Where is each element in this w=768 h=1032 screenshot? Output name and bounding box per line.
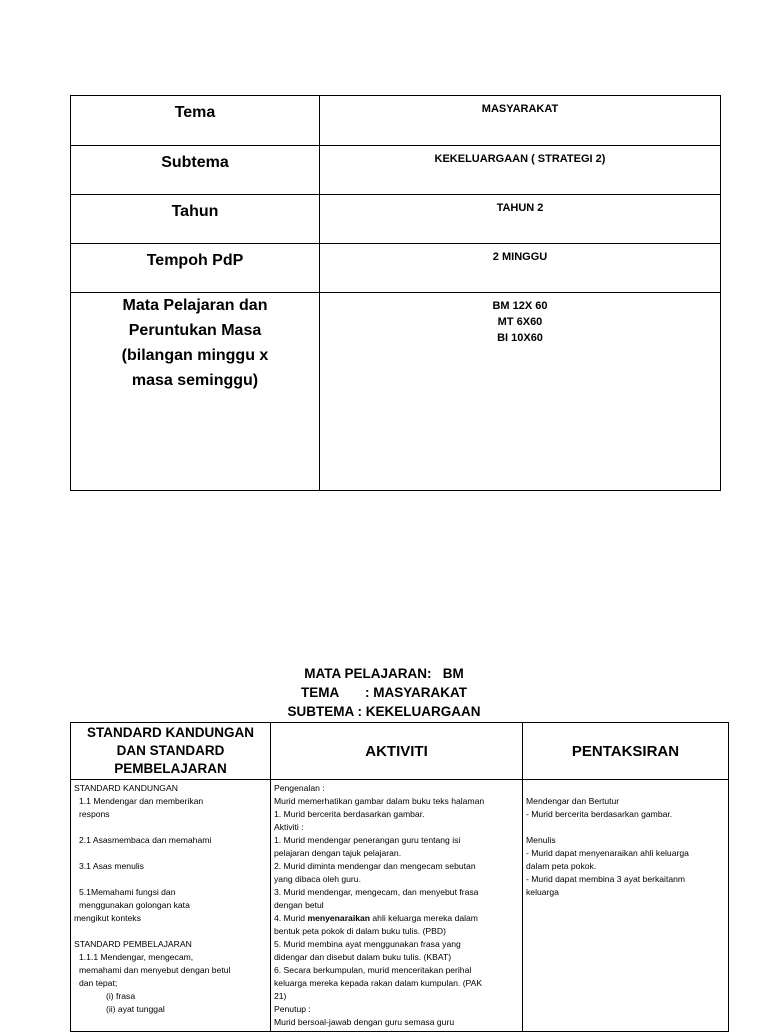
aktiviti-line: Murid bersoal-jawab dengan guru semasa guru — [274, 1017, 455, 1027]
info-value — [320, 146, 721, 195]
sk-item: 2.1 Asasmembaca dan memahami — [79, 835, 212, 845]
aktiviti-line: 3. Murid mendengar, mengecam, dan menyebut frasa — [274, 887, 479, 897]
pentaksiran-line: - Murid dapat menyenaraikan ahli keluarga — [526, 848, 689, 858]
info-row-mata-pelajaran — [71, 293, 721, 491]
plan-body-row — [71, 780, 729, 1032]
header-aktiviti: AKTIVITI — [271, 723, 523, 780]
info-value-line: TAHUN 2 — [496, 202, 544, 214]
aktiviti-line: 6. Secara berkumpulan, murid menceritakan perihal — [274, 965, 472, 975]
sk-item: 1.1 Mendengar dan memberikan — [79, 796, 204, 806]
sk-item: respons — [79, 809, 110, 819]
info-value-line: BM 12X 60 — [492, 300, 548, 312]
info-value-line: MASYARAKAT — [481, 103, 559, 115]
heading-theme: TEMA : MASYARAKAT — [300, 685, 467, 700]
info-value — [320, 293, 721, 491]
header-pentaksiran: PENTAKSIRAN — [523, 723, 729, 780]
aktiviti-line: 1. Murid mendengar penerangan guru tentang isi — [274, 835, 461, 845]
info-value — [320, 96, 721, 146]
aktiviti-line: dengan betul — [274, 900, 324, 910]
info-value — [320, 195, 721, 244]
info-row-tema — [71, 96, 721, 146]
sp-title: STANDARD PEMBELAJARAN — [74, 939, 192, 949]
header-standard: STANDARD KANDUNGAN DAN STANDARD PEMBELAJARAN — [71, 723, 271, 780]
aktiviti-line: Penutup : — [274, 1004, 311, 1014]
pentaksiran-cell — [523, 780, 729, 1032]
aktiviti-line: pelajaran dengan tajuk pelajaran. — [274, 848, 402, 858]
info-label: Tempoh PdP — [71, 244, 320, 293]
aktiviti-line: 5. Murid membina ayat menggunakan frasa yang — [274, 939, 461, 949]
pentaksiran-line: Menulis — [526, 835, 556, 845]
subject-heading — [0, 664, 768, 721]
aktiviti-text: ahli keluarga mereka dalam — [370, 913, 478, 923]
aktiviti-line: Pengenalan : — [274, 783, 325, 793]
aktiviti-cell — [271, 780, 523, 1032]
sk-item: menggunakan golongan kata — [79, 900, 190, 910]
sp-item: (ii) ayat tunggal — [106, 1004, 165, 1014]
heading-subject: MATA PELAJARAN: BM — [304, 666, 464, 681]
aktiviti-line: 1. Murid bercerita berdasarkan gambar. — [274, 809, 425, 819]
info-row-tempoh — [71, 244, 721, 293]
spacer — [74, 847, 267, 860]
aktiviti-line: bentuk peta pokok di dalam buku tulis. (PBD) — [274, 926, 446, 936]
info-value-line: KEKELUARGAAN ( STRATEGI 2) — [434, 153, 606, 165]
aktiviti-line — [274, 912, 519, 925]
aktiviti-text: 4. Murid — [274, 913, 308, 923]
pentaksiran-line: keluarga — [526, 887, 559, 897]
info-value-line: BI 10X60 — [497, 332, 543, 344]
pentaksiran-line: - Murid dapat membina 3 ayat berkaitanm — [526, 874, 686, 884]
heading-subtheme: SUBTEMA : KEKELUARGAAN — [287, 704, 481, 719]
sp-item: dan tepat; — [79, 978, 118, 988]
pentaksiran-line: dalam peta pokok. — [526, 861, 597, 871]
sk-item: 5.1Memahami fungsi dan — [79, 887, 176, 897]
sp-item: (i) frasa — [106, 991, 136, 1001]
spacer — [74, 821, 267, 834]
pentaksiran-line: Mendengar dan Bertutur — [526, 796, 620, 806]
pentaksiran-line: - Murid bercerita berdasarkan gambar. — [526, 809, 673, 819]
info-row-subtema — [71, 146, 721, 195]
info-value-line: MT 6X60 — [497, 316, 543, 328]
lesson-info-table — [70, 95, 721, 491]
info-value-line: 2 MINGGU — [492, 251, 548, 263]
sk-item: mengikut konteks — [74, 913, 141, 923]
info-value — [320, 244, 721, 293]
aktiviti-line: Murid memerhatikan gambar dalam buku teks halaman — [274, 796, 485, 806]
aktiviti-line: 2. Murid diminta mendengar dan mengecam sebutan — [274, 861, 476, 871]
spacer — [74, 925, 267, 938]
aktiviti-line: didengar dan disebut dalam buku tulis. (KBAT) — [274, 952, 452, 962]
info-label: Mata Pelajaran dan Peruntukan Masa (bilangan minggu x masa seminggu) — [71, 293, 320, 491]
info-label: Subtema — [71, 146, 320, 195]
info-label: Tahun — [71, 195, 320, 244]
aktiviti-line: 21) — [274, 991, 287, 1001]
info-row-tahun — [71, 195, 721, 244]
aktiviti-line: yang dibaca oleh guru. — [274, 874, 361, 884]
sp-item: 1.1.1 Mendengar, mengecam, — [79, 952, 194, 962]
plan-header-row — [71, 723, 729, 780]
spacer — [526, 821, 725, 834]
sp-item: memahami dan menyebut dengan betul — [79, 965, 231, 975]
lesson-plan-table — [70, 722, 729, 1032]
aktiviti-bold-word: menyenaraikan — [307, 913, 371, 923]
sk-title: STANDARD KANDUNGAN — [74, 783, 178, 793]
info-label: Tema — [71, 96, 320, 146]
aktiviti-line: keluarga mereka kepada rakan dalam kumpulan. (PAK — [274, 978, 483, 988]
spacer — [74, 873, 267, 886]
sk-item: 3.1 Asas menulis — [79, 861, 144, 871]
spacer — [526, 782, 725, 795]
aktiviti-line: Aktiviti : — [274, 822, 304, 832]
standard-cell — [71, 780, 271, 1032]
